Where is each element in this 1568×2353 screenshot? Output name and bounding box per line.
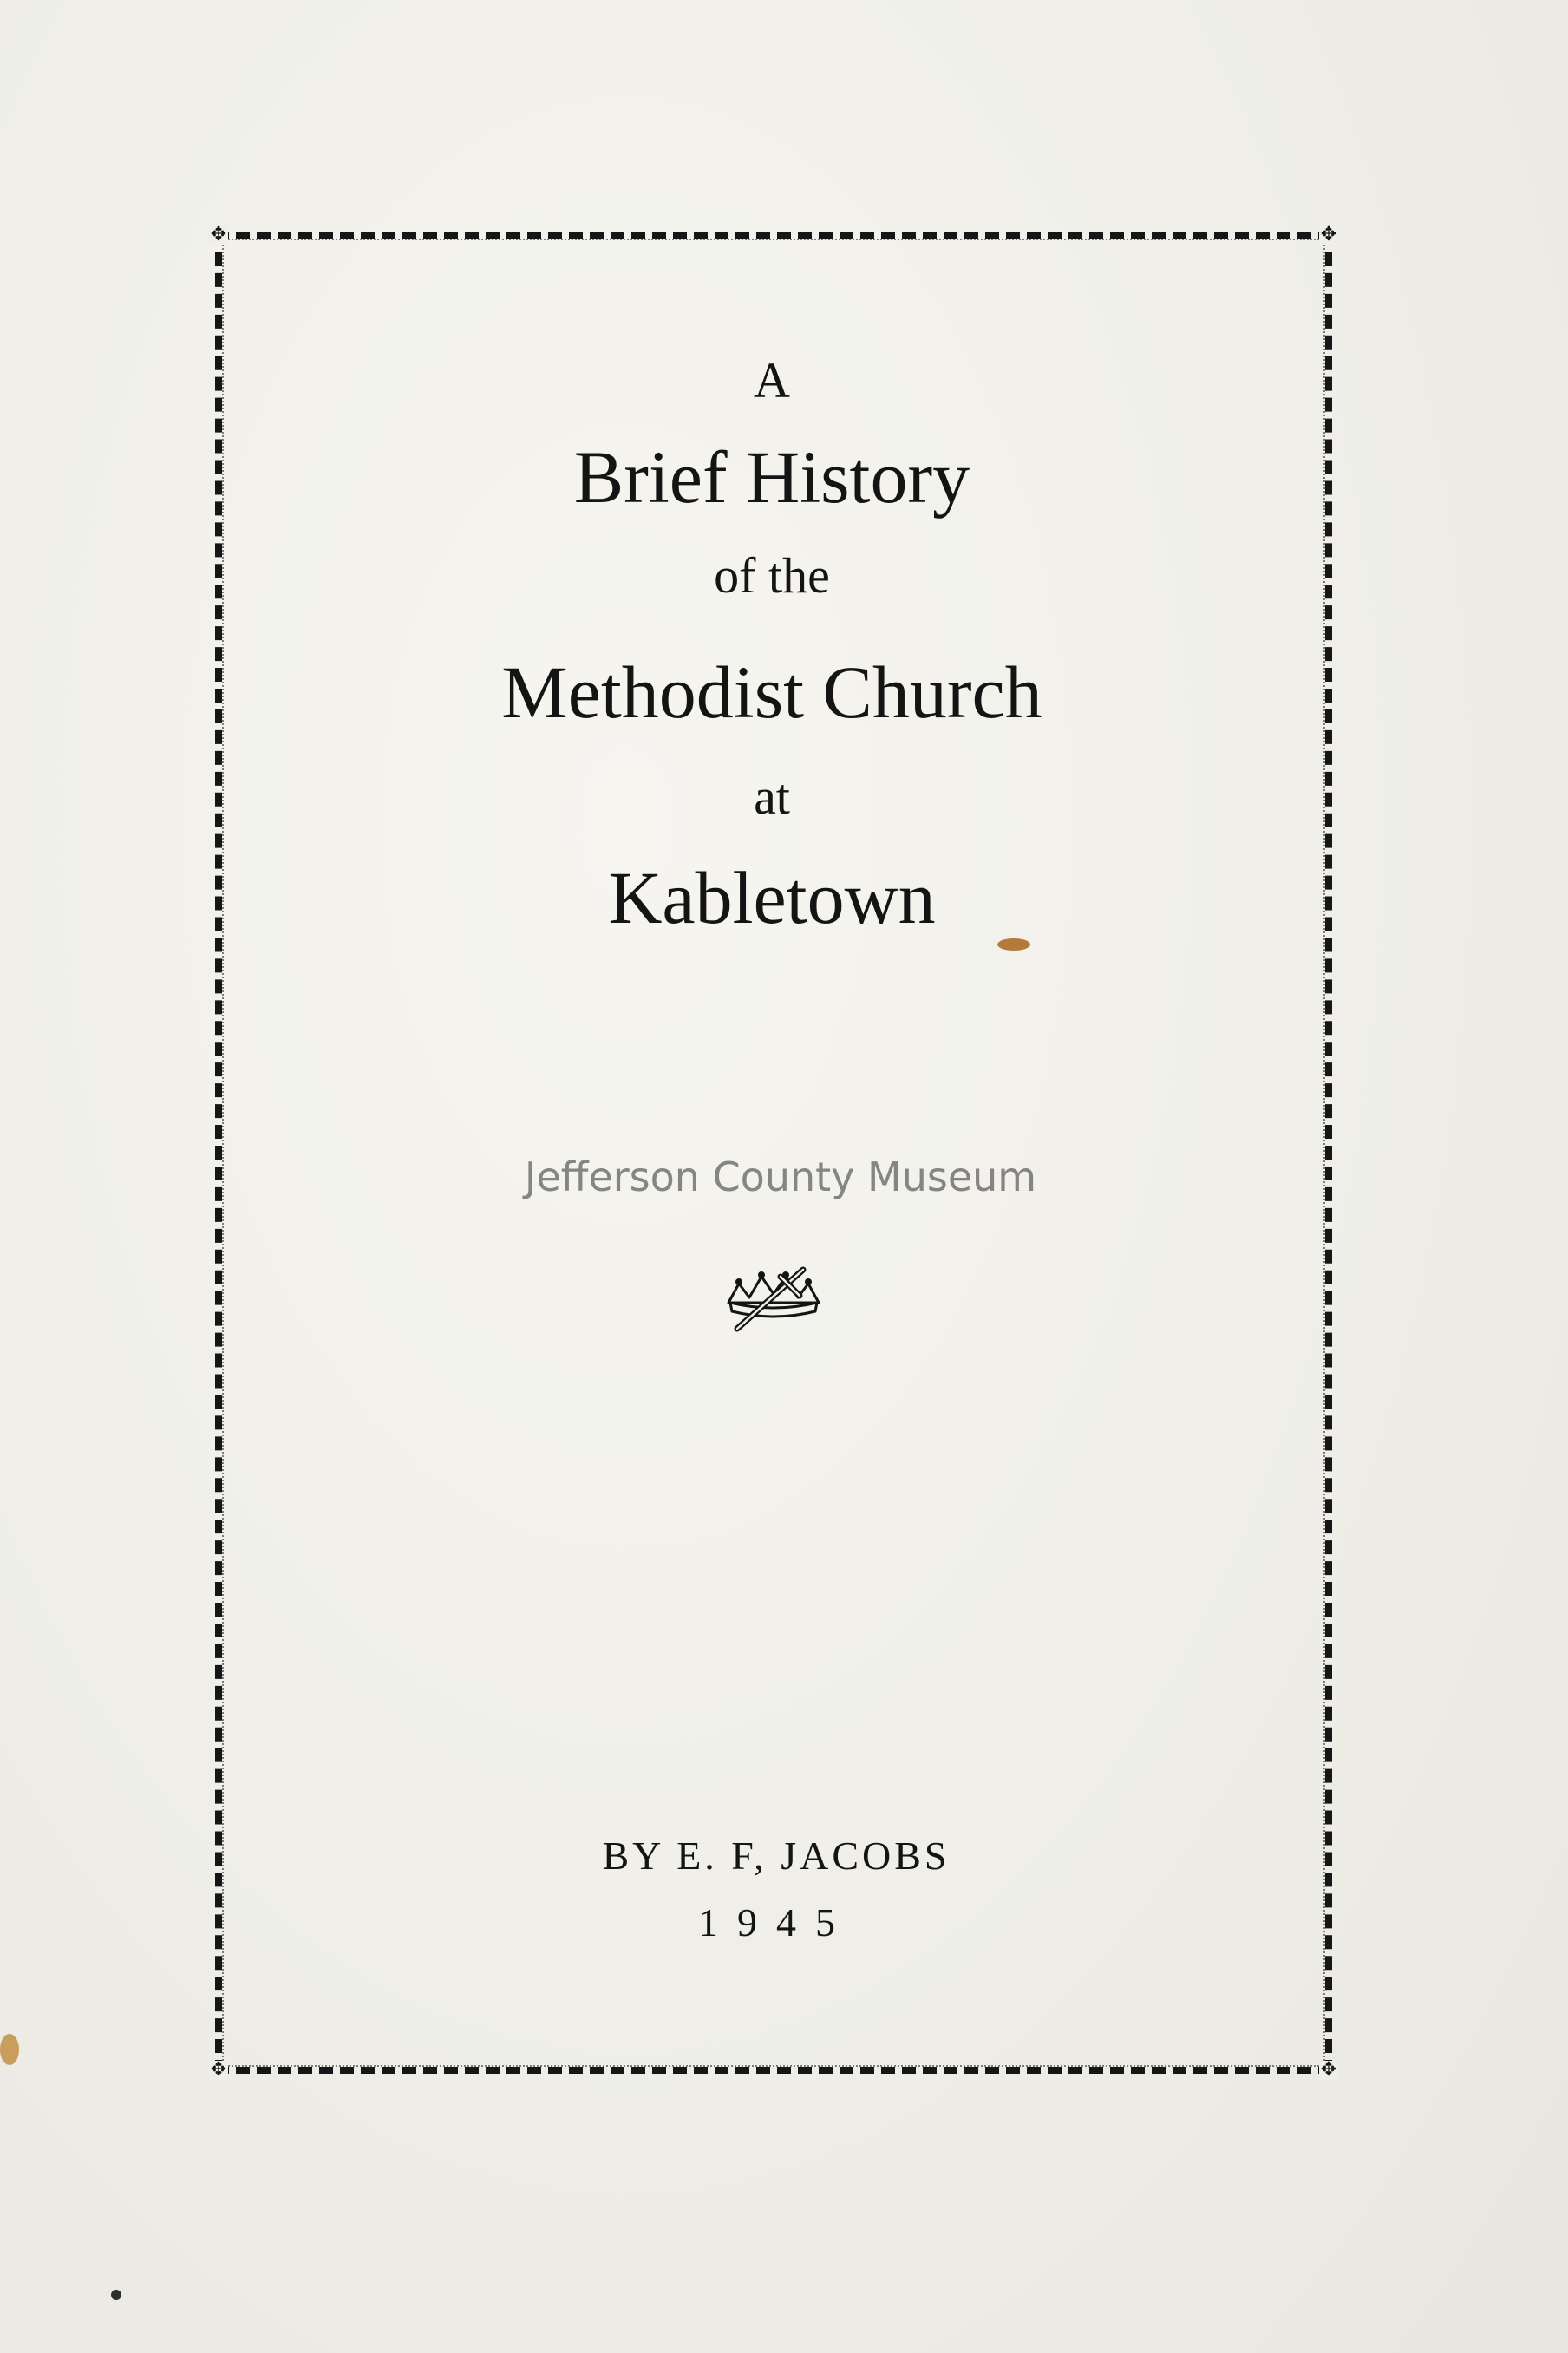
border-corner-ornament: ✥ xyxy=(210,224,227,245)
title-line-a: A xyxy=(754,352,790,409)
title-line-at: at xyxy=(754,768,790,825)
border-corner-ornament: ✥ xyxy=(1320,224,1337,245)
border-corner-ornament: ✥ xyxy=(210,2059,227,2081)
crown-and-cross-icon xyxy=(720,1258,827,1336)
border-corner-ornament: ✥ xyxy=(1320,2059,1337,2081)
author-byline: BY E. F, JACOBS xyxy=(602,1833,951,1878)
paper-stain xyxy=(997,938,1030,951)
title-line-of-the: of the xyxy=(714,547,830,604)
paper-stain xyxy=(0,2034,19,2065)
title-line-methodist-church: Methodist Church xyxy=(501,650,1042,734)
museum-watermark: Jefferson County Museum xyxy=(524,1154,1037,1200)
paper-stain xyxy=(111,2290,121,2300)
title-line-brief-history: Brief History xyxy=(573,435,970,519)
publication-year: 1945 xyxy=(698,1900,854,1944)
title-line-kabletown: Kabletown xyxy=(608,856,936,939)
